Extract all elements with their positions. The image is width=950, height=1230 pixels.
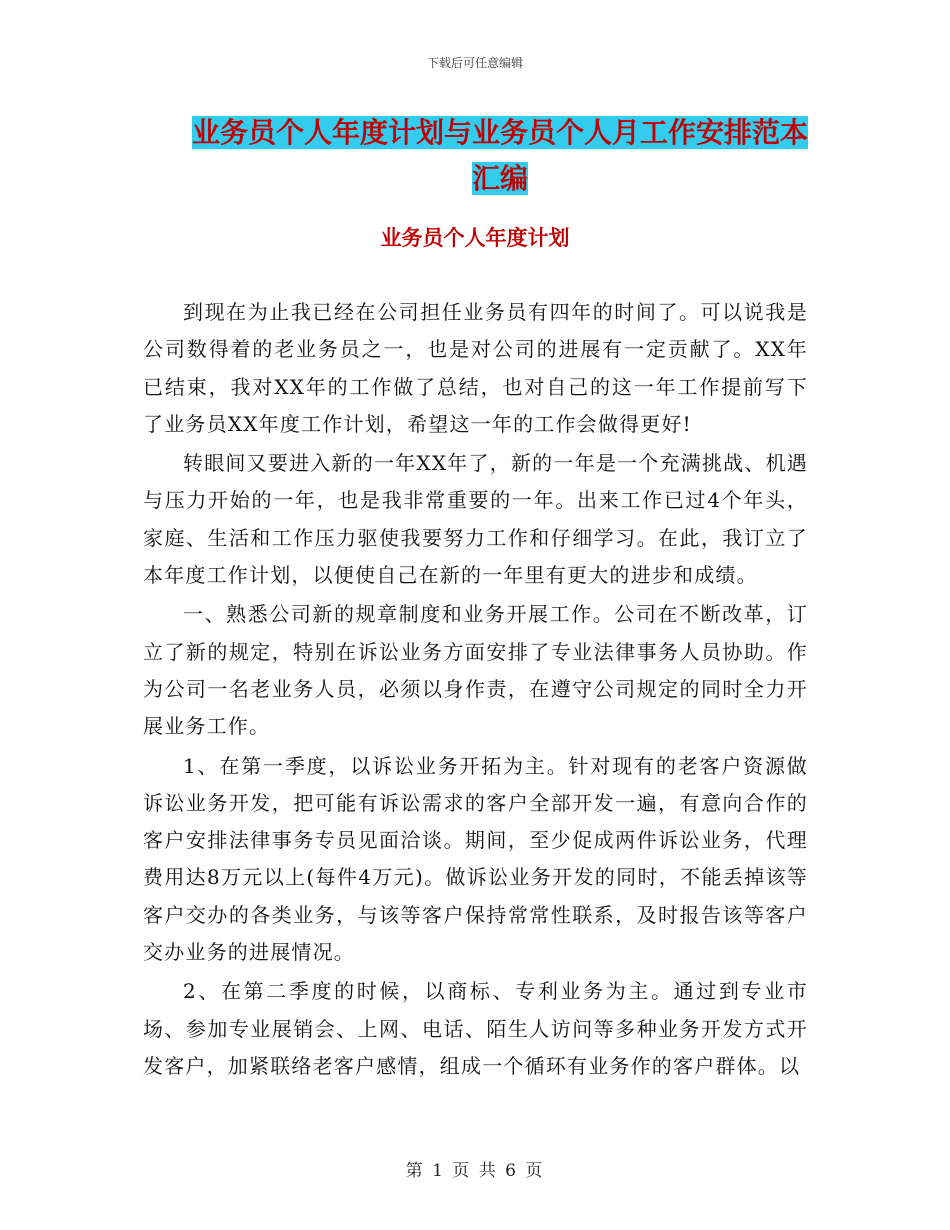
document-title-text: 业务员个人年度计划与业务员个人月工作安排范本汇编 [191,116,808,195]
paragraph: 2、在第二季度的时候，以商标、专利业务为主。通过到专业市场、参加专业展销会、上网、电话、陌生人访问等多种业务开发方式开发客户，加紧联络老客户感情，组成一个循环有业务作的客户群体。以 [143,979,808,1078]
section-title: 业务员个人年度计划 [380,226,570,250]
paragraph: 一、熟悉公司新的规章制度和业务开展工作。公司在不断改革，订立了新的规定，特别在诉讼业务方面安排了专业法律事务人员协助。作为公司一名老业务人员，必须以身作责，在遵守公司规定的同时全力开展业务工作。 [143,602,808,739]
paragraph: 到现在为止我已经在公司担任业务员有四年的时间了。可以说我是公司数得着的老业务员之一，也是对公司的进展有一定贡献了。XX年已结束，我对XX年的工作做了总结，也对自己的这一年工作提前写下了业务员XX年度工作计划，希望这一年的工作会做得更好! [143,300,808,436]
paragraph: 转眼间又要进入新的一年XX年了，新的一年是一个充满挑战、机遇与压力开始的一年，也是我非常重要的一年。出来工作已过4个年头，家庭、生活和工作压力驱使我要努力工作和仔细学习。在此，我订立了本年度工作计划，以便使自己在新的一年里有更大的进步和成绩。 [143,451,808,588]
page-footer: 第 1 页 共 6 页 [405,1161,545,1181]
paragraph: 1、在第一季度，以诉讼业务开拓为主。针对现有的老客户资源做诉讼业务开发，把可能有诉讼需求的客户全部开发一遍，有意向合作的客户安排法律事务专员见面洽谈。期间，至少促成两件诉讼业务，代理费用达8万元以上(每件4万元)。做诉讼业务开发的同时，不能丢掉该等客户交办的各类业务，与该等客户保持常常性联系，及时报告该等客户交办业务的进展情况。 [143,753,808,965]
header-note: 下载后可任意编辑 [426,56,523,70]
document-body [143,294,808,1087]
document-title [190,110,810,202]
